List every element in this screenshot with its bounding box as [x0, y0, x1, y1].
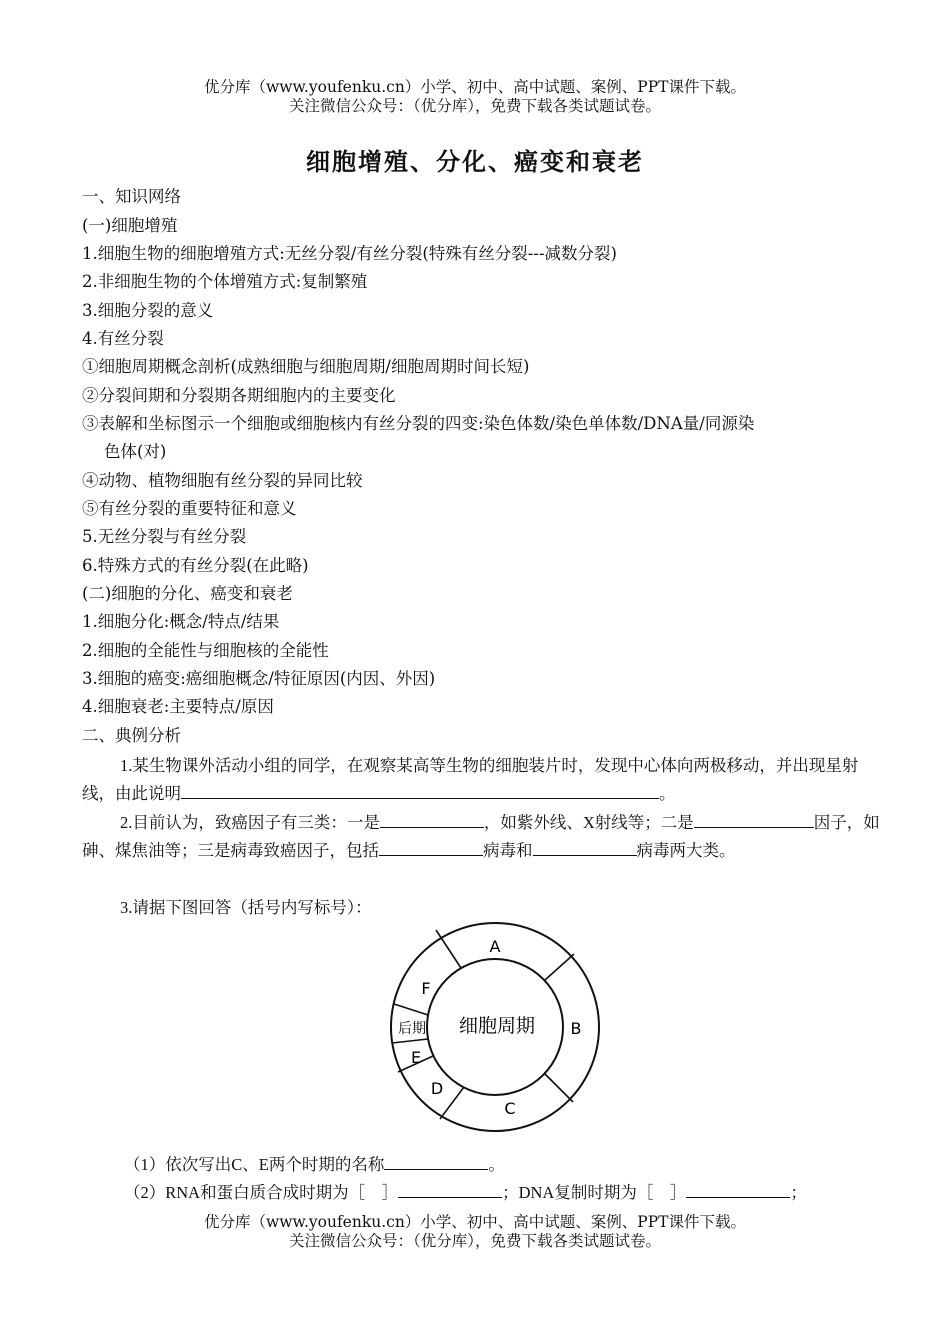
outline-item: 6.特殊方式的有丝分裂(在此略) [82, 556, 309, 575]
answer-blank[interactable] [379, 837, 483, 856]
outline-item: 2.非细胞生物的个体增殖方式:复制繁殖 [82, 272, 368, 291]
subquestion-1: （1）依次写出C、E两个时期的名称 。 [124, 1151, 505, 1176]
subsection-heading: (二)细胞的分化、癌变和衰老 [82, 584, 293, 603]
label-a: A [489, 937, 501, 956]
answer-blank[interactable] [686, 1179, 790, 1198]
label-d: D [430, 1079, 444, 1098]
footer-line-1: 优分库（www.youfenku.cn）小学、初中、高中试题、案例、PPT课件下载。 [203, 1213, 747, 1231]
label-f: F [421, 979, 431, 998]
label-b: B [570, 1019, 582, 1038]
divider-b-c [545, 1074, 573, 1102]
section-heading: 二、典例分析 [82, 726, 181, 745]
header-line-1: 优分库（www.youfenku.cn）小学、初中、高中试题、案例、PPT课件下载。 [203, 78, 747, 96]
label-c: C [504, 1099, 516, 1118]
outline-item: ③表解和坐标图示一个细胞或细胞核内有丝分裂的四变:染色体数/染色单体数/DNA量/同源染 [82, 414, 755, 433]
footer-line-2: 关注微信公众号：（优分库），免费下载各类试题试卷。 [288, 1232, 661, 1250]
outline-item-continued: 色体(对) [104, 442, 167, 461]
outline-item: 4.有丝分裂 [82, 329, 164, 348]
question-1: 1.某生物课外活动小组的同学，在观察某高等生物的细胞装片时，发现中心体向两极移动，并出现星射线，由此说明 。 [82, 756, 859, 803]
section-heading: 一、知识网络 [82, 187, 181, 206]
subsection-heading: (一)细胞增殖 [82, 216, 178, 235]
answer-blank[interactable] [181, 780, 659, 799]
label-late-phase: 后期 [398, 1021, 426, 1037]
diagram-center-label: 细胞周期 [458, 1015, 536, 1037]
outline-item: 3.细胞分裂的意义 [82, 301, 214, 320]
divider-late-f [394, 1004, 428, 1015]
divider-a-f [436, 930, 461, 968]
question-3-stem: 3.请据下图回答（括号内写标号）： [120, 898, 372, 917]
outline-item: 1.细胞分化:概念/特点/结果 [82, 612, 280, 631]
outline-item: ①细胞周期概念剖析(成熟细胞与细胞周期/细胞周期时间长短) [82, 357, 530, 376]
outline-item: 1.细胞生物的细胞增殖方式:无丝分裂/有丝分裂(特殊有丝分裂---减数分裂) [82, 244, 617, 263]
answer-blank[interactable] [398, 1179, 502, 1198]
outline-item: 4.细胞衰老:主要特点/原因 [82, 697, 274, 716]
outline-item: 5.无丝分裂与有丝分裂 [82, 527, 247, 546]
divider-e-late [392, 1039, 428, 1043]
answer-blank[interactable] [694, 809, 814, 828]
label-e: E [410, 1048, 422, 1067]
outline-item: ⑤有丝分裂的重要特征和意义 [82, 499, 297, 518]
subquestion-2: （2）RNA和蛋白质合成时期为［ ］ ；DNA复制时期为［ ］ ； [124, 1179, 807, 1204]
outline-item: 3.细胞的癌变:癌细胞概念/特征原因(内因、外因) [82, 669, 436, 688]
answer-blank[interactable] [384, 1151, 488, 1170]
divider-c-d [440, 1087, 464, 1119]
header-line-2: 关注微信公众号：（优分库），免费下载各类试题试卷。 [288, 97, 661, 115]
page-title: 细胞增殖、分化、癌变和衰老 [306, 148, 644, 176]
question-2: 2.目前认为，致癌因子有三类：一是 ，如紫外线、X射线等；二是 因子，如砷、煤焦油等；三是病毒致癌因子，包括 病毒和 病毒两大类。 [82, 809, 882, 865]
outline-item: ④动物、植物细胞有丝分裂的异同比较 [82, 471, 363, 490]
divider-a-b [545, 954, 574, 980]
answer-blank[interactable] [533, 837, 637, 856]
outline-item: ②分裂间期和分裂期各期细胞内的主要变化 [82, 386, 396, 405]
outline-item: 2.细胞的全能性与细胞核的全能性 [82, 641, 329, 660]
cell-cycle-diagram [388, 920, 610, 1132]
answer-blank[interactable] [380, 809, 484, 828]
